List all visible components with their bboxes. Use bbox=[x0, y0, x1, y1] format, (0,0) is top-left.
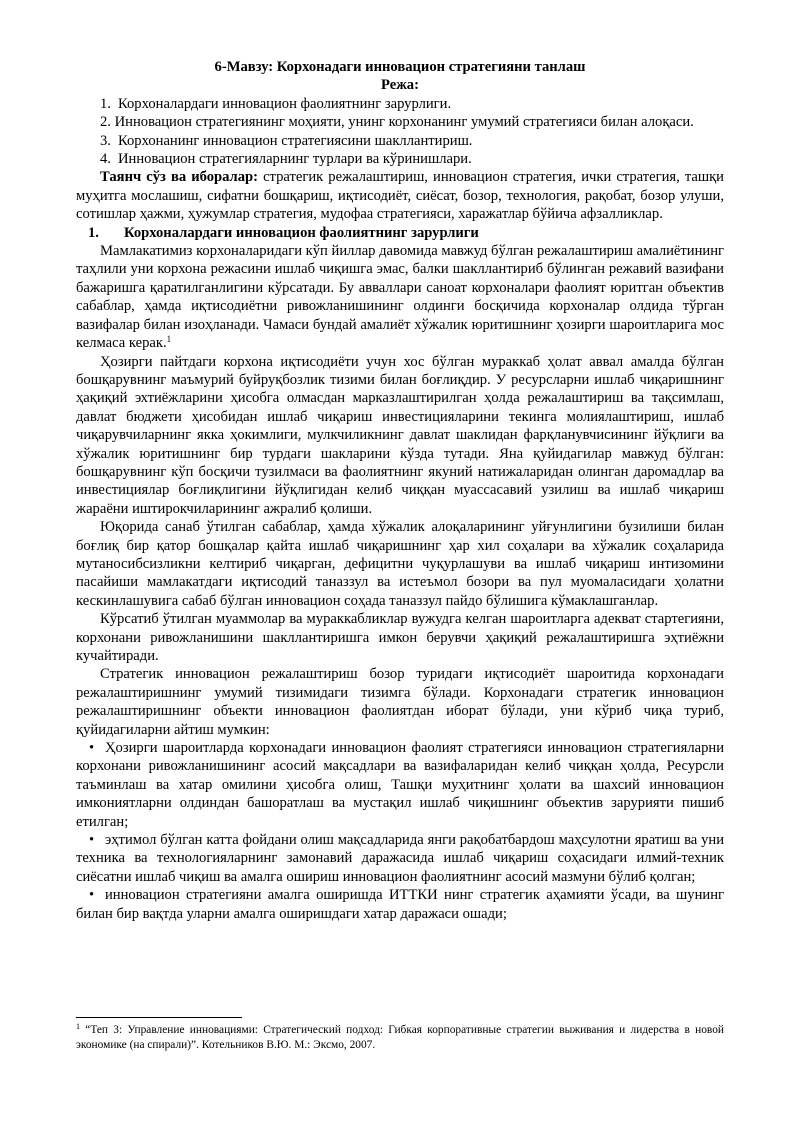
plan-item-text: Инновацион стратегияларнинг турлари ва кўринишлари. bbox=[118, 151, 472, 168]
body-paragraph: Юқорида санаб ўтилган сабаблар, ҳамда хўжалик алоқаларининг уйғунлигини бузилиши билан боғлиқ бир қатор бошқалар қайта ишлаб чиқаришнинг ҳар хил соҳалари ва хўжалик соҳаларида мутаносибсизликни келтириб чиқарган, дефицитни чуқурлашуви ва ишлаб чиқариш интизомини пасайиши мамлакатдаги иқтисодий таназзул ва истеъмол бозори ва пул муомаласидаги ҳолатни кескинлашувига сабаб бўлган инновацион соҳада таназзул пайдо бўлишига кўмаклашганлар. bbox=[76, 519, 724, 609]
plan-item-number: 1. bbox=[100, 95, 111, 112]
footnote-separator bbox=[76, 1017, 242, 1018]
bullet-text: эҳтимол бўлган катта фойдани олиш мақсадларида янги рақобатбардош маҳсулотни яратиш ва уни техника ва технологияларнинг замонавий даражасида ишлаб чиқариш соҳасидаги илмий-техник сиёсатни ишлаб чиқиш ва амалга ошириш инновацион фаолиятнинг асосий мазмуни бўлиб қолган; bbox=[76, 832, 724, 885]
document-title: 6-Мавзу: Корхонадаги инновацион стратегияни танлаш bbox=[214, 59, 586, 75]
plan-item-text: Корхоналардаги инновацион фаолиятнинг зарурлиги. bbox=[118, 95, 452, 112]
bullet-text: Ҳозирги шароитларда корхонадаги инновацион фаолият стратегияси инновацион стратегияларни корхонани ривожланишининг асосий мақсадлари ва вазифаларидан келиб чиққан ҳолда, Ресурсли таъминлаш ва хатар омилини ҳисобга олиш, Ташқи муҳитнинг ҳолати ва шахсий инновацион имкониятларни олдиндан башоратлаш ва мустақил ишлаб чиқишнинг объектив зарурияти пишиб етилган; bbox=[76, 740, 724, 830]
body-paragraph bbox=[76, 242, 724, 352]
bullet-item bbox=[76, 886, 724, 923]
body-paragraph: Стратегик инновацион режалаштириш бозор туридаги иқтисодиёт шароитида корхонадаги режалаштиришнинг умумий тизимидаги тизимга бўлади. Корхонадаги стратегик инновацион режалаштиришнинг объекти инновацион фаолиятдан иборат бўлади, уни кўриб чиқа туриб, қуйидагиларни айтиш мумкин: bbox=[76, 666, 724, 738]
plan-item-number: 3. bbox=[100, 132, 111, 149]
section-number: 1. bbox=[88, 224, 99, 241]
keywords-paragraph bbox=[76, 168, 724, 223]
bullet-icon: • bbox=[89, 832, 95, 849]
plan-item bbox=[76, 95, 724, 113]
footnote-reference[interactable]: 1 bbox=[166, 334, 172, 345]
keywords-label: Таянч сўз ва иборалар: bbox=[100, 169, 259, 186]
body-paragraph: Кўрсатиб ўтилган муаммолар ва мураккабликлар вужудга келган шароитларга адекват стартегияни, корхонани ривожланишини шакллантиришга имкон берувчи ҳақиқий режалаштиришга эҳтиёжни кучайтиради. bbox=[76, 611, 724, 664]
bullet-icon: • bbox=[89, 740, 95, 757]
plan-item-text: Инновацион стратегиянинг моҳияти, унинг корхонанинг умумий стратегияси билан алоқаси. bbox=[114, 114, 694, 131]
plan-item-number: 4. bbox=[100, 151, 111, 168]
bullet-item bbox=[76, 739, 724, 831]
plan-item bbox=[76, 113, 724, 131]
footnote-text: “Теп 3: Управление инновациями: Стратегический подход: Гибкая корпоративные стратегии выживания и лидерства в новой экономике (на спирали)”. Котельников В.Ю. М.: Эксмо, 2007. bbox=[76, 1024, 724, 1051]
bullet-text: инновацион стратегияни амалга оширишда ИТТКИ нинг стратегик аҳамияти ўсади, ва шунинг билан бир вақтда уларни амалга оширишдаги хатар даражаси ошади; bbox=[76, 887, 724, 922]
bullet-icon: • bbox=[89, 887, 95, 904]
document-page bbox=[76, 58, 724, 923]
plan-item bbox=[76, 132, 724, 150]
footnote-marker: 1 bbox=[76, 1022, 80, 1031]
plan-item-text: Корхонанинг инновацион стратегиясини шакллантириш. bbox=[118, 132, 473, 149]
bullet-item bbox=[76, 831, 724, 886]
body-paragraph: Ҳозирги пайтдаги корхона иқтисодиёти учун хос бўлган мураккаб ҳолат аввал амалда бўлган бошқарувнинг маъмурий буйруқбозлик тизими билан боғлиқдир. У ресурсларни ишлаб чиқаришнинг ҳақиқий эхтиёжларини ҳисобга олмасдан марказлаштирилган ҳолда режалаштириш ва тақсимлаш, давлат бюджети ҳисобидан ишлаб чиқариш инвестицияларини текинга молиялаштириш, ишлаб чиқарувчиларнинг якка ҳокимлиги, мулкчиликнинг давлат шаклидан фарқланувчисининг йўқлиги ва хўжалик юритишнинг бир турдаги шакларини кўзда тутади. Яна қуйидагилар мавжуд бўлган: бошқарувнинг кўп босқичи тузилмаси ва фаолиятнинг якуний натижаларидан олинган даромадлар ва инвестициялар боғлиқлигини йўқлигидан келиб чиққан муассасавий узилиш ва ишлаб чиқариш жараёни иштирокчиларининг ажралиб қолиши. bbox=[76, 353, 724, 517]
plan-item-number: 2. bbox=[100, 114, 111, 131]
section-title: Корхоналардаги инновацион фаолиятнинг зарурлиги bbox=[124, 224, 479, 241]
keywords-text: стратегик режалаштириш, инновацион стратегия, ички стратегия, ташқи муҳитга мослашиш, сифатни бошқариш, иқтисодиёт, сиёсат, бозор, технология, рақобат, бозор улуши, сотишлар ҳажми, ҳужумлар стратегия, мудофаа стратегияси, харажатлар бўйича афзалликлар. bbox=[76, 169, 724, 223]
footnote bbox=[76, 1023, 724, 1053]
paragraph-text: Мамлакатимиз корхоналаридаги кўп йиллар давомида мавжуд бўлган режалаштириш амалиётининг таҳлили уни корхона режасини ишлаб чиқишга эмас, балки шакллантириб бўлинган режавий вазифани бажаришга қаратилганлигини кўрсатади. Бу авваллари саноат корхоналари фаолият юритган объектив сабаблар, ҳамда иқтисодиётни ривожланишининг олдинги босқичида корхоналар олдида тўрган вазифалар билан изоҳланади. Чамаси бундай амалиёт хўжалик юритишнинг ҳозирги шароитларига мос келмаса керак. bbox=[76, 243, 725, 352]
plan-heading: Режа: bbox=[381, 77, 419, 94]
plan-item bbox=[76, 150, 724, 168]
section-heading bbox=[76, 224, 724, 242]
